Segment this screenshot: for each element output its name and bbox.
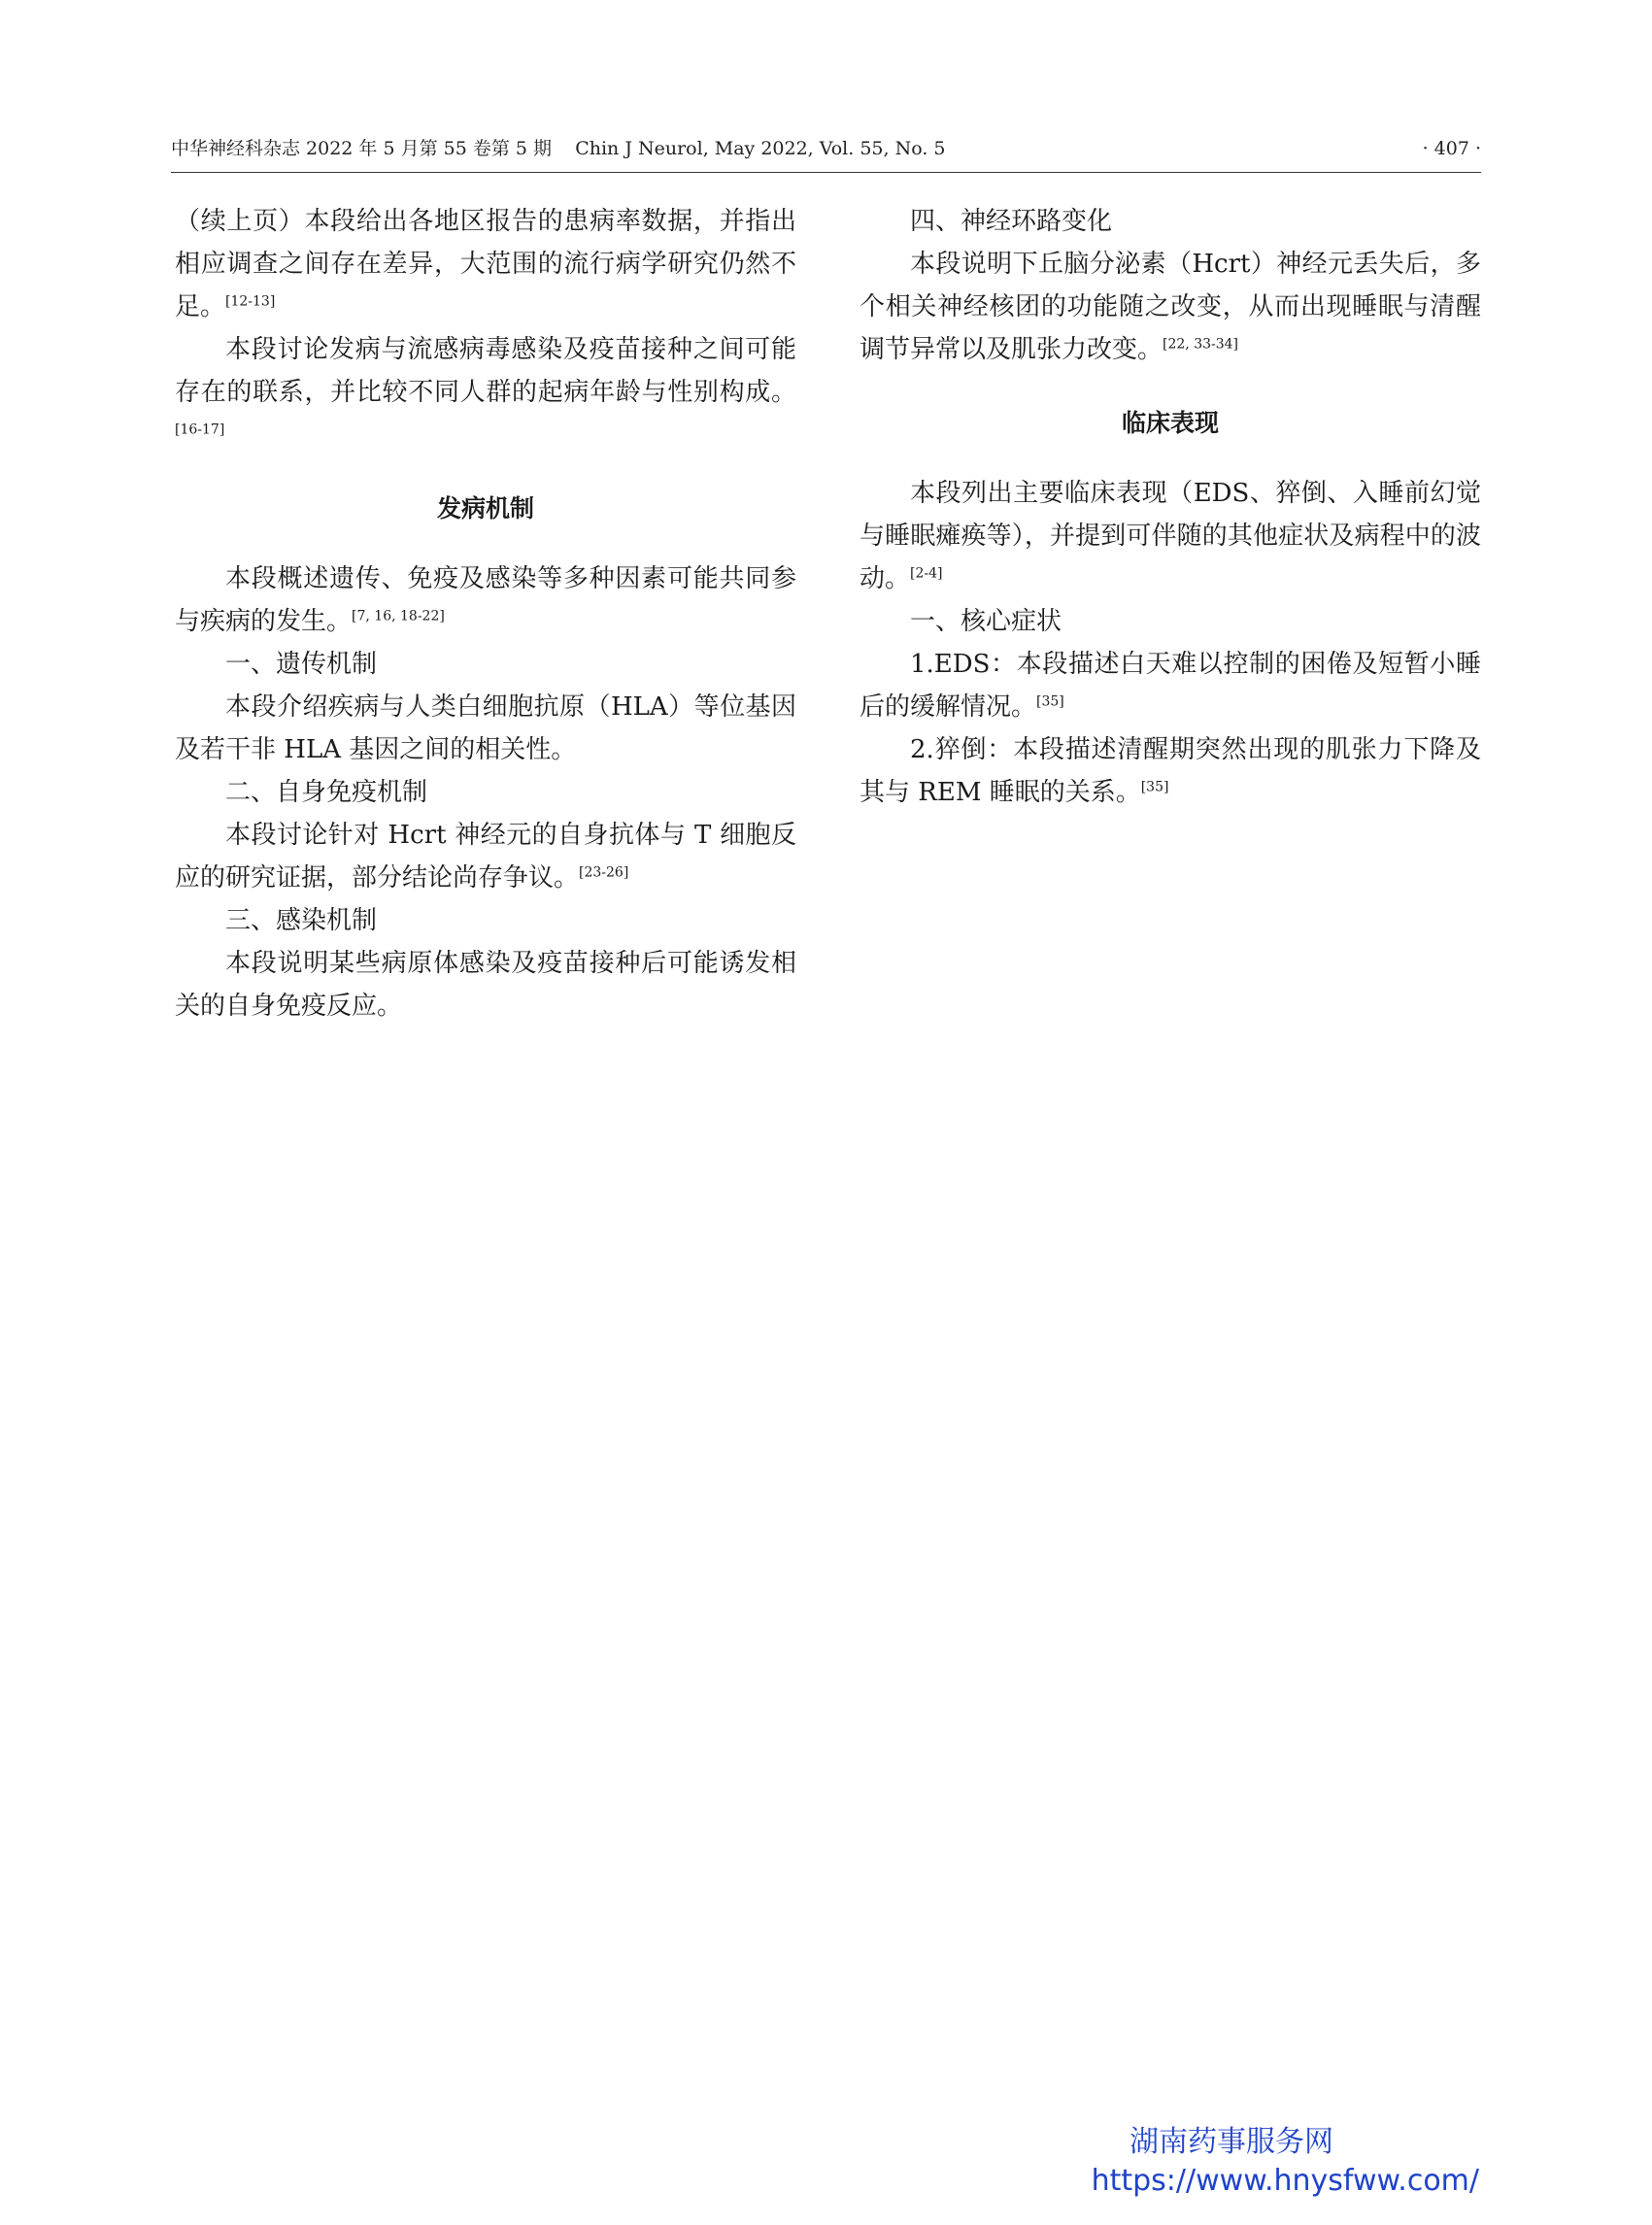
section-title-pathogenesis: 发病机制 xyxy=(436,494,534,523)
right-column xyxy=(860,200,1481,814)
subsection-immune: 二、自身免疫机制 xyxy=(225,778,428,807)
paragraph-clinical: 本段列出主要临床表现（EDS、猝倒、入睡前幻觉与睡眠瘫痪等），并提到可伴随的其他症状及病程中的波动。[2-4] xyxy=(860,479,1481,593)
paragraph-immune: 本段讨论针对 Hcrt 神经元的自身抗体与 T 细胞反应的研究证据，部分结论尚存争议。[23-26] xyxy=(175,821,796,893)
paragraph-intro: 本段概述遗传、免疫及感染等多种因素可能共同参与疾病的发生。[7, 16, 18-22] xyxy=(175,564,796,636)
paragraph-genetic: 本段介绍疾病与人类白细胞抗原（HLA）等位基因及若干非 HLA 基因之间的相关性。 xyxy=(175,692,796,764)
subsection-circuit: 四、神经环路变化 xyxy=(910,207,1113,236)
journal-title-en: Chin J Neurol, May 2022, Vol. 55, No. 5 xyxy=(575,138,946,159)
paragraph-prev-end: （续上页）本段给出各地区报告的患病率数据，并指出相应调查之间存在差异，大范围的流行病学研究仍然不足。[12-13] xyxy=(175,207,796,321)
page-number: · 407 · xyxy=(1422,138,1481,159)
subsection-infection: 三、感染机制 xyxy=(225,906,378,935)
paragraph-cataplexy: 2.猝倒：本段描述清醒期突然出现的肌张力下降及其与 REM 睡眠的关系。[35] xyxy=(860,735,1481,807)
section-title-clinical: 临床表现 xyxy=(1121,409,1219,437)
subsection-core-symptoms: 一、核心症状 xyxy=(910,607,1062,636)
left-column xyxy=(175,200,796,1028)
watermark-url[interactable]: https://www.hnysfww.com/ xyxy=(1091,2164,1479,2198)
paragraph-eds: 1.EDS：本段描述白天难以控制的困倦及短暂小睡后的缓解情况。[35] xyxy=(860,650,1481,722)
journal-title-cn: 中华神经科杂志 2022 年 5 月第 55 卷第 5 期 xyxy=(171,138,553,159)
running-header xyxy=(171,134,1481,173)
paragraph-circuit: 本段说明下丘脑分泌素（Hcrt）神经元丢失后，多个相关神经核团的功能随之改变，从而出现睡眠与清醒调节异常以及肌张力改变。[22, 33-34] xyxy=(860,250,1481,364)
watermark xyxy=(1092,2123,1479,2201)
paragraph-h1n1: 本段讨论发病与流感病毒感染及疫苗接种之间可能存在的联系，并比较不同人群的起病年龄与性别构成。[16-17] xyxy=(175,335,796,438)
watermark-name: 湖南药事服务网 xyxy=(1129,2125,1333,2159)
paragraph-infection: 本段说明某些病原体感染及疫苗接种后可能诱发相关的自身免疫反应。 xyxy=(175,949,796,1021)
subsection-genetic: 一、遗传机制 xyxy=(225,650,378,679)
